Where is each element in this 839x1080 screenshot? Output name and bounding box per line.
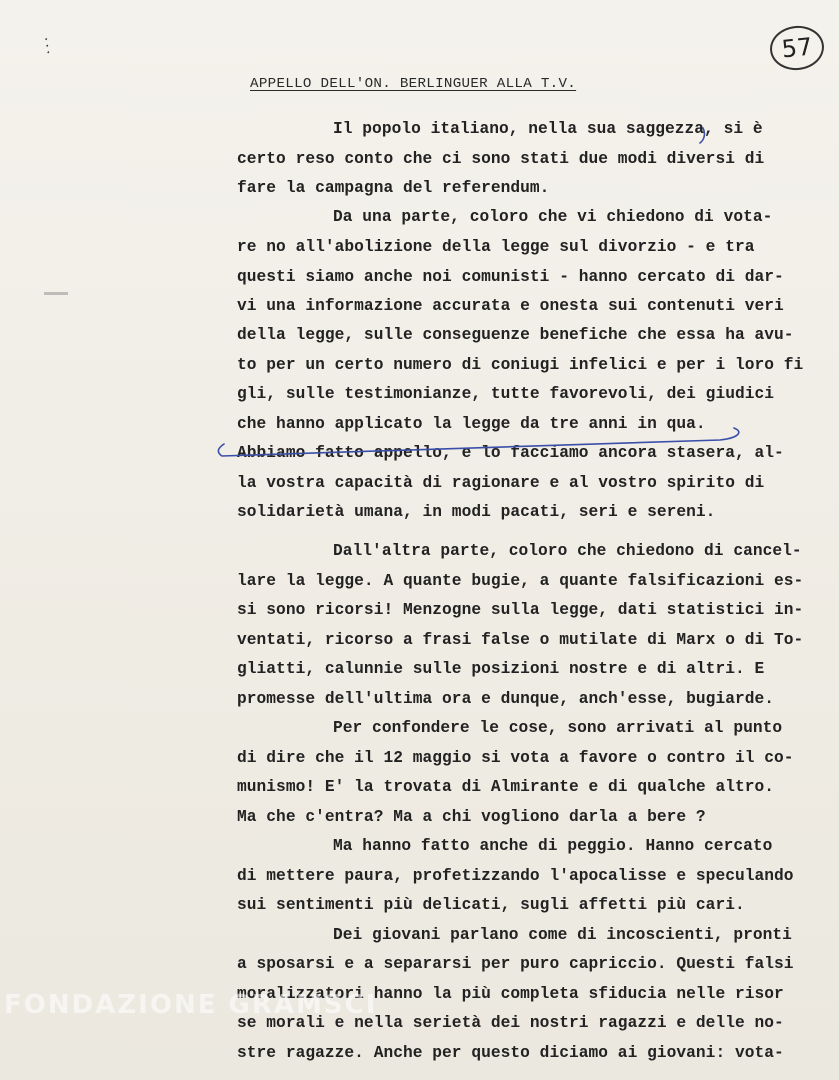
- text-line: vi una informazione accurata e onesta sui contenuti veri: [237, 297, 784, 315]
- text-line: Da una parte, coloro che vi chiedono di vota-: [333, 208, 773, 226]
- text-line: ventati, ricorso a frasi false o mutilate di Marx o di To-: [237, 631, 804, 649]
- text-line: gli, sulle testimonianze, tutte favorevoli, dei giudici: [237, 385, 775, 403]
- text-line: questi siamo anche noi comunisti - hanno cercato di dar-: [237, 268, 784, 286]
- page-number: 57: [768, 23, 826, 72]
- text-line: to per un certo numero di coniugi infelici e per i loro fi: [237, 356, 804, 374]
- corner-mark-icon: ⋱: [36, 35, 58, 57]
- text-line: lare la legge. A quante bugie, a quante falsificazioni es-: [237, 572, 804, 590]
- text-line: Il popolo italiano, nella sua saggezza, si è: [333, 120, 763, 138]
- text-line: della legge, sulle conseguenze benefiche che essa ha avu-: [237, 326, 794, 344]
- text-line: certo reso conto che ci sono stati due modi diversi di: [237, 150, 765, 168]
- text-line: se morali e nella serietà dei nostri ragazzi e delle no-: [237, 1014, 784, 1032]
- text-line: la vostra capacità di ragionare e al vostro spirito di: [237, 474, 765, 492]
- text-line: promesse dell'ultima ora e dunque, anch'esse, bugiarde.: [237, 690, 775, 708]
- text-line: Abbiamo fatto appello, e lo facciamo ancora stasera, al-: [237, 444, 784, 462]
- text-line: di mettere paura, profetizzando l'apocalisse e speculando: [237, 867, 794, 885]
- text-line: gliatti, calunnie sulle posizioni nostre e di altri. E: [237, 660, 765, 678]
- text-line: munismo! E' la trovata di Almirante e di qualche altro.: [237, 778, 775, 796]
- text-line: si sono ricorsi! Menzogne sulla legge, dati statistici in-: [237, 601, 804, 619]
- text-line: re no all'abolizione della legge sul divorzio - e tra: [237, 238, 755, 256]
- margin-mark: [44, 292, 68, 295]
- text-line: che hanno applicato la legge da tre anni in qua.: [237, 415, 706, 433]
- text-line: Dall'altra parte, coloro che chiedono di cancel-: [333, 542, 802, 560]
- archive-watermark: FONDAZIONE GRAMSCI: [4, 990, 378, 1020]
- text-line: solidarietà umana, in modi pacati, seri e sereni.: [237, 503, 716, 521]
- text-line: moralizzatori hanno la più completa sfiducia nelle risor: [237, 985, 784, 1003]
- document-title: APPELLO DELL'ON. BERLINGUER ALLA T.V.: [250, 76, 577, 92]
- text-line: Ma che c'entra? Ma a chi vogliono darla a bere ?: [237, 808, 706, 826]
- text-line: fare la campagna del referendum.: [237, 179, 550, 197]
- text-line: stre ragazze. Anche per questo diciamo ai giovani: vota-: [237, 1044, 784, 1062]
- text-line: sui sentimenti più delicati, sugli affetti più cari.: [237, 896, 745, 914]
- text-line: Ma hanno fatto anche di peggio. Hanno cercato: [333, 837, 773, 855]
- text-line: Dei giovani parlano come di incoscienti, pronti: [333, 926, 792, 944]
- text-line: a sposarsi e a separarsi per puro capriccio. Questi falsi: [237, 955, 794, 973]
- text-line: di dire che il 12 maggio si vota a favore o contro il co-: [237, 749, 794, 767]
- text-line: Per confondere le cose, sono arrivati al punto: [333, 719, 783, 737]
